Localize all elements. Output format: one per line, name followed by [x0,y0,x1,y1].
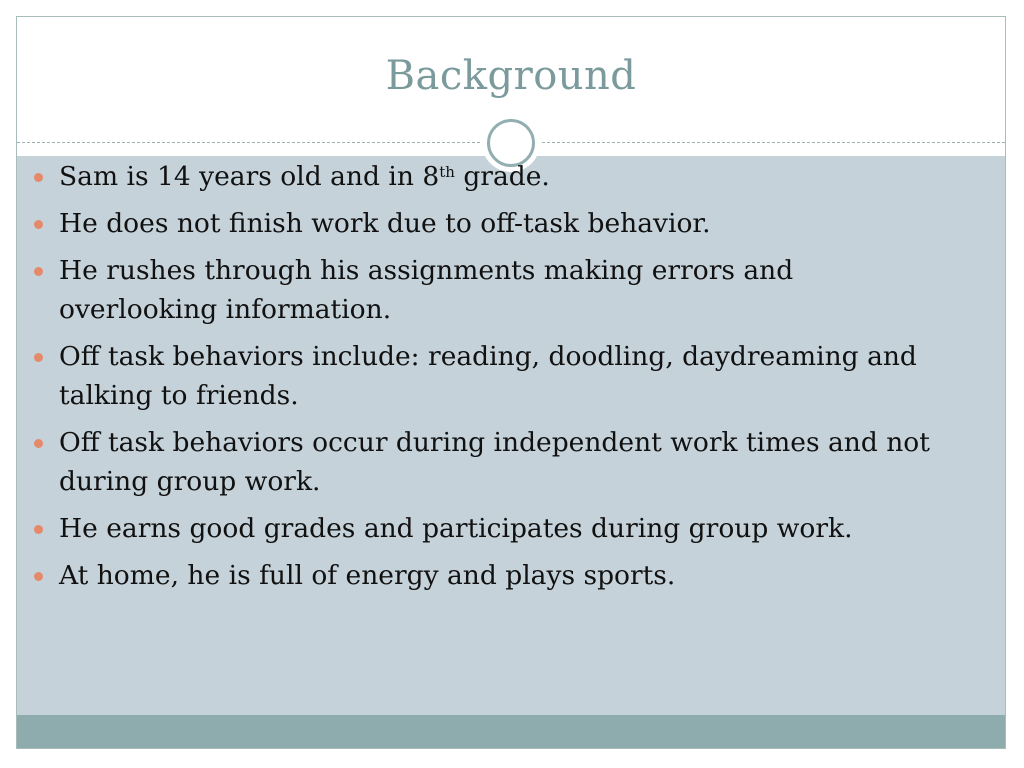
bullet-text: Off task behaviors occur during independent work times and not during group work. [59,427,930,497]
bullet-list [34,157,954,603]
bullet-text: Sam is 14 years old and in 8 [59,161,440,192]
superscript: th [439,163,455,181]
round-bullet-icon [34,173,43,182]
bullet-item-1 [34,157,954,196]
round-bullet-icon [34,220,43,229]
slide-title: Background [385,53,637,99]
bullet-text-after: grade. [454,161,550,192]
round-bullet-icon [34,353,43,362]
bullet-item-2 [34,204,954,243]
bullet-item-3 [34,251,954,329]
round-bullet-icon [34,525,43,534]
bullet-item-7 [34,556,954,595]
footer-band [17,715,1005,749]
bullet-text: He does not finish work due to off-task behavior. [59,208,711,239]
bullet-text: Off task behaviors include: reading, doodling, daydreaming and talking to friends. [59,341,917,411]
round-bullet-icon [34,267,43,276]
bullet-item-4 [34,337,954,415]
bullet-text: At home, he is full of energy and plays sports. [59,560,676,591]
bullet-text: He rushes through his assignments making errors and overlooking information. [59,255,794,325]
bullet-text: He earns good grades and participates during group work. [59,513,853,544]
round-bullet-icon [34,572,43,581]
bullet-item-5 [34,423,954,501]
round-bullet-icon [34,439,43,448]
bullet-item-6 [34,509,954,548]
